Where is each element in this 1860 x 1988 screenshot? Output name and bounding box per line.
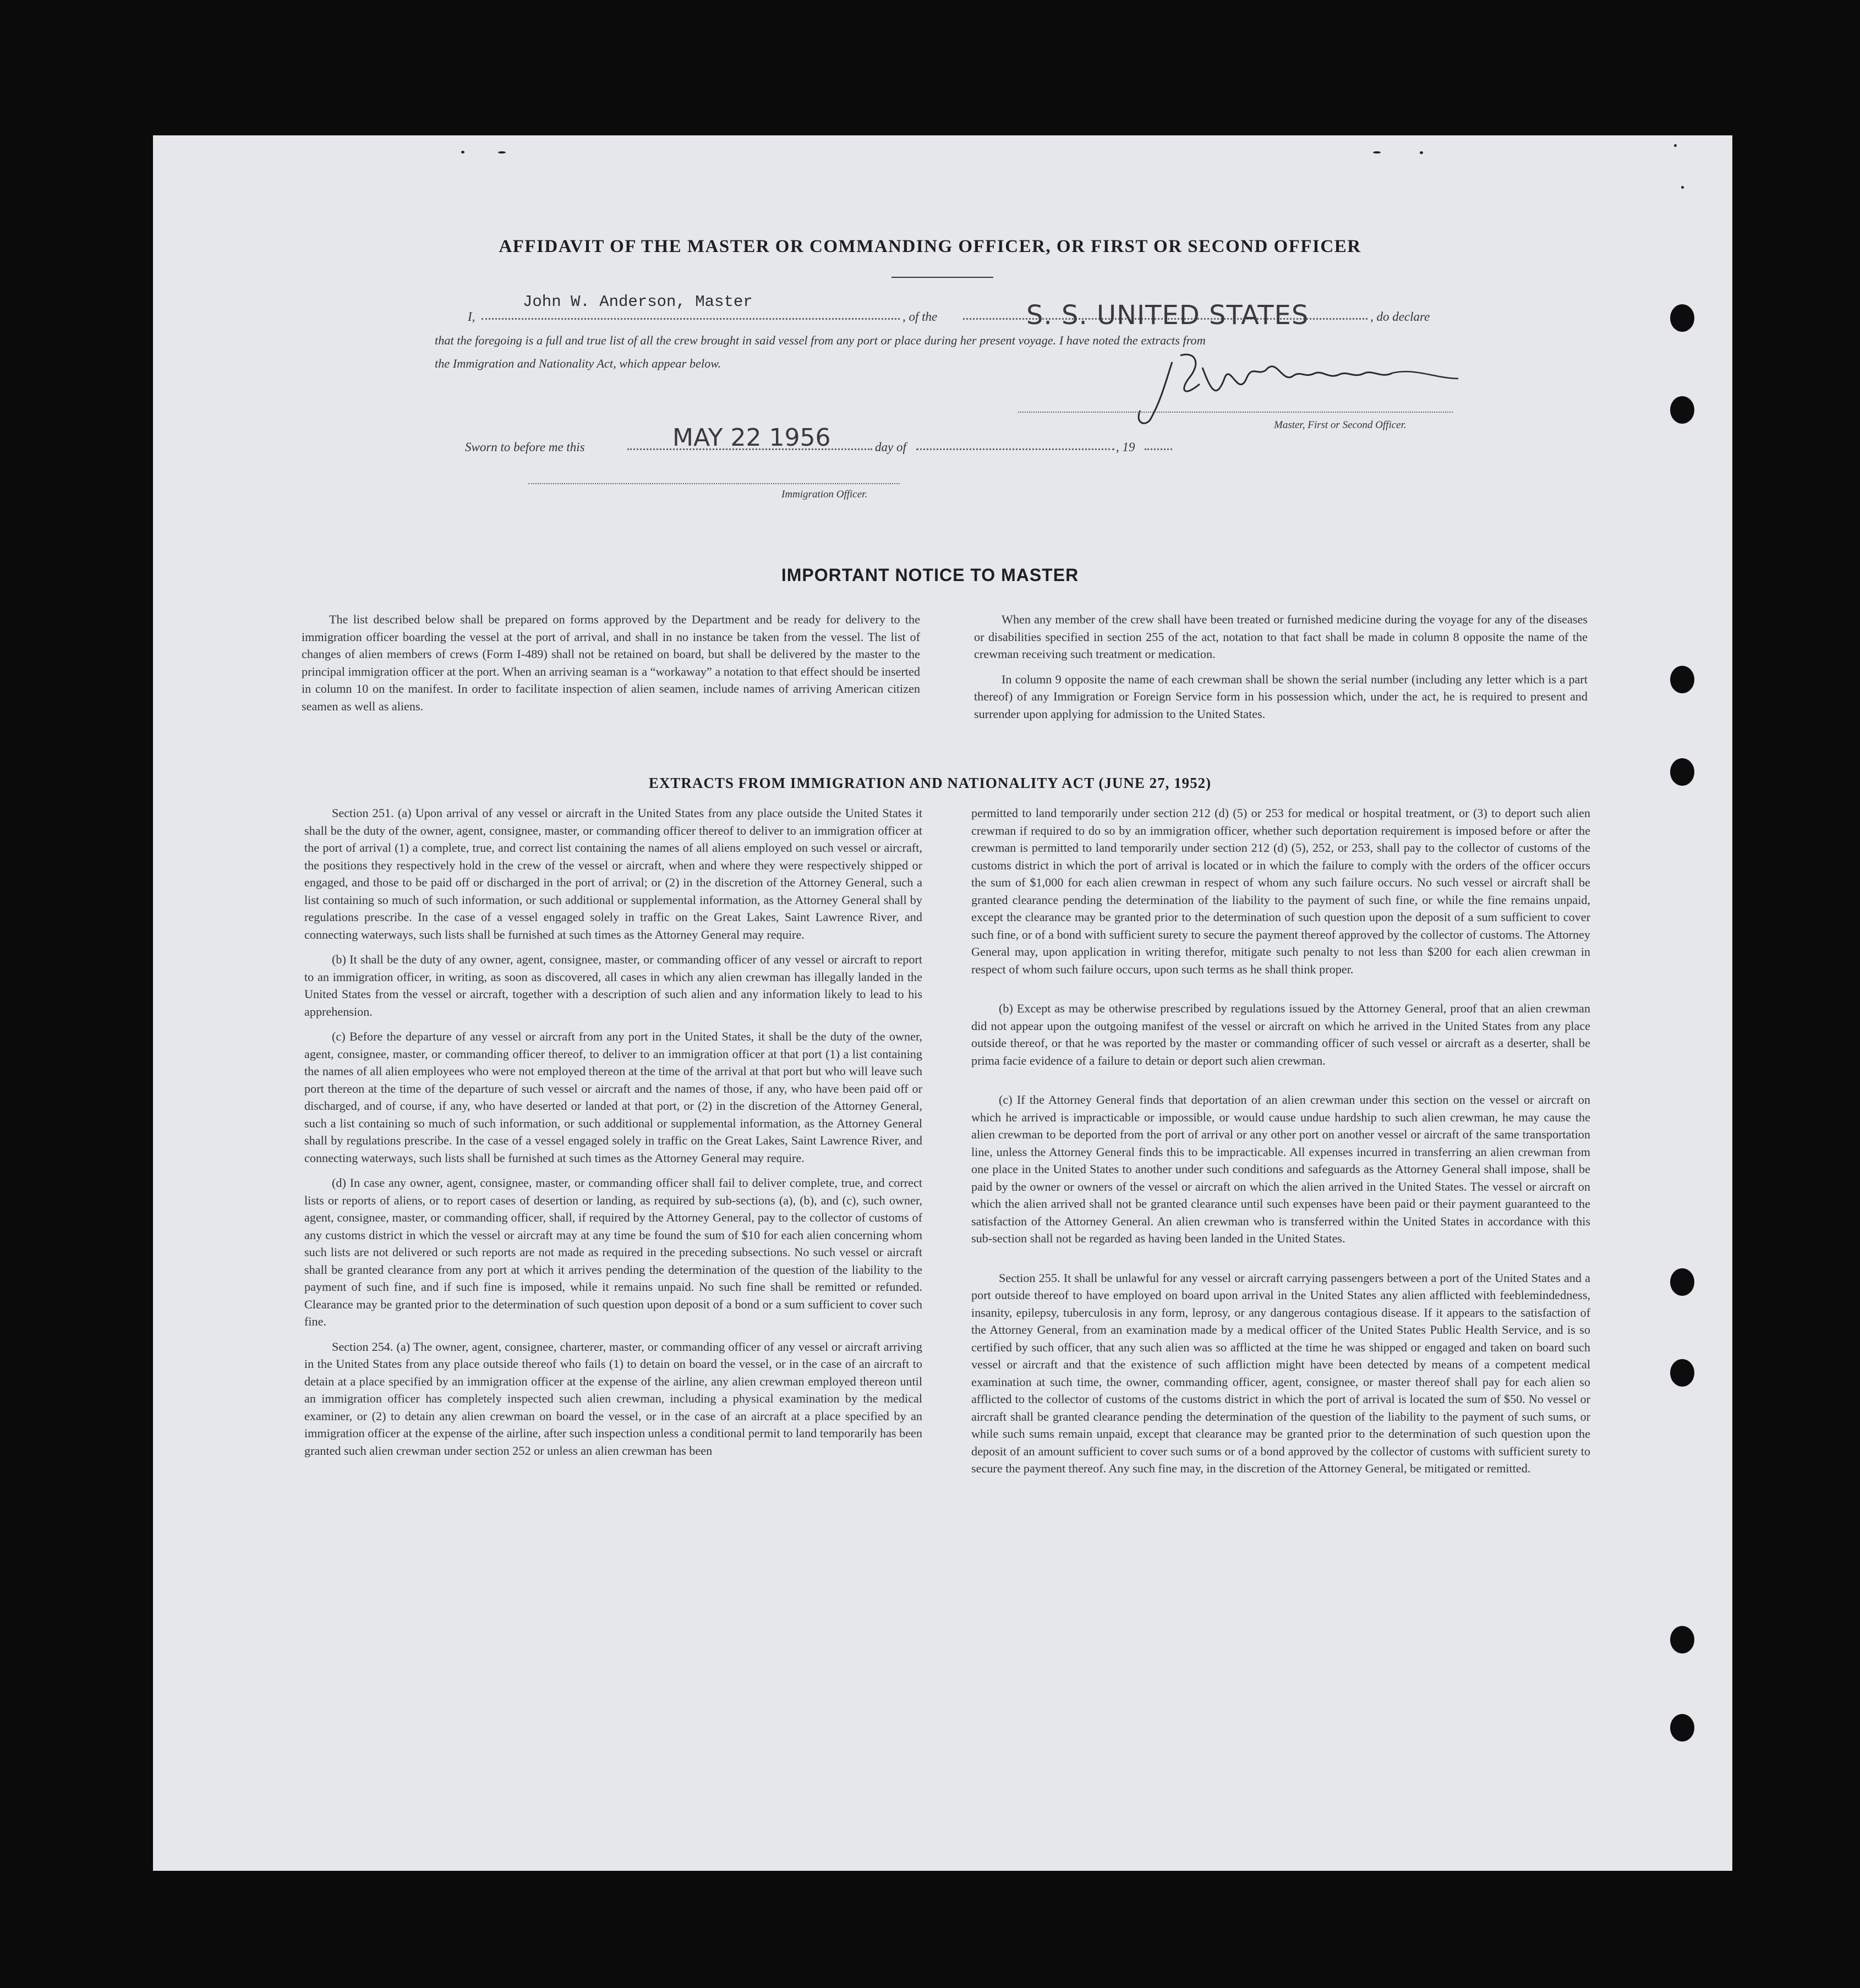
- year-prefix: , 19: [1116, 440, 1135, 454]
- declaration-line-1: that the foregoing is a full and true list of all the crew brought in said vessel from any port or place during her present voyage. I have noted the extracts from: [435, 333, 1206, 347]
- year-line: [1145, 448, 1172, 450]
- section-paragraph: (b) It shall be the duty of any owner, agent, consignee, master, or commanding officer of any vessel or aircraft to report to an immigration officer, in writing, as soon as discovered, all cases in which any alien crewman has illegally landed in the United States from the vessel or aircraft, together with a description of such alien and any information likely to lead to his apprehension.: [304, 952, 922, 1018]
- notice-paragraph: When any member of the crew shall have been treated or furnished medicine during the voyage for any of the diseases or disabilities specified in section 255 of the act, notation to that fact shall be made in column 8 opposite the name of the crewman receiving such treatment or medication.: [974, 612, 1588, 661]
- master-name: John W. Anderson, Master: [523, 293, 753, 311]
- sworn-label: Sworn to before me this: [465, 440, 585, 454]
- declaration-line-2: the Immigration and Nationality Act, which appear below.: [435, 357, 721, 370]
- notice-title: IMPORTANT NOTICE TO MASTER: [781, 565, 1079, 585]
- section-paragraph: permitted to land temporarily under section 212 (d) (5) or 253 for medical or hospital treatment, or (3) to deport such alien crewman if required to do so by an immigration officer, whether such deportation requirement is imposed before or after the crewman is permitted to land temporarily under section 212 (d) (5), 252, or 253, shall pay to the collector of customs of the customs district in which the port of arrival is located or in which the failure to comply with the orders of the officer occurs the sum of $1,000 for each alien crewman in respect of whom any such failure occurs. No such vessel or aircraft shall be granted clearance pending the determination of the liability to the payment of such fine, or while the fine remains unpaid, except the clearance may be granted prior to the determination of such question upon the deposit of a sum sufficient to cover such fine, or of a bond with sufficient surety to secure the payment thereof approved by the collector of customs. The Attorney General may, upon application in writing therefor, mitigate such penalty to not less than $200 for each alien crewman in respect of whom such failure occurs, upon such terms as he shall think proper.: [971, 806, 1590, 976]
- officer-caption: Master, First or Second Officer.: [1274, 419, 1407, 431]
- master-name-line: [482, 318, 900, 320]
- notice-left-column: [302, 611, 920, 722]
- scan-speck: [1674, 144, 1677, 147]
- affidavit-title: AFFIDAVIT OF THE MASTER OR COMMANDING OFFICER, OR FIRST OR SECOND OFFICER: [499, 237, 1361, 256]
- punch-hole: [1670, 666, 1694, 693]
- do-declare-label: , do declare: [1370, 310, 1430, 324]
- punch-hole: [1670, 1359, 1694, 1387]
- sworn-date-stamp: MAY 22 1956: [672, 424, 831, 452]
- section-paragraph: Section 251. (a) Upon arrival of any vessel or aircraft in the United States from any place outside the United States it shall be the duty of the owner, agent, consignee, master, or commanding officer thereof to deliver to an immigration officer at the port of arrival (1) a complete, true, and correct list containing the names of all aliens employed on such vessel or aircraft, the positions they respectively hold in the crew of the vessel or aircraft, when and where they were respectively shipped or engaged, and those to be paid off or discharged in the port of arrival; or (2) in the discretion of the Attorney General, such a list containing so much of such information, or such additional or supplemental information, as the Attorney General shall by regulations prescribe. In the case of a vessel engaged solely in traffic on the Great Lakes, Saint Lawrence River, and connecting waterways, such lists shall be furnished at such times as the Attorney General may require.: [304, 806, 922, 941]
- month-line: [916, 448, 1114, 450]
- scan-speck: [498, 151, 506, 154]
- punch-hole: [1670, 1714, 1694, 1741]
- scan-speck: [1681, 186, 1684, 189]
- punch-hole: [1670, 1626, 1694, 1653]
- section-paragraph: Section 255. It shall be unlawful for any vessel or aircraft carrying passengers between a port of the United States and a port outside thereof to have employed on board upon arrival in the United States any alien afflicted with feeblemindedness, insanity, epilepsy, tuberculosis in any form, leprosy, or any dangerous contagious disease. If it appears to the satisfaction of the Attorney General, from an examination made by a medical officer of the United States Public Health Service, and is so certified by such officer, that any such alien was so afflicted at the time he was shipped or engaged and taken on board such vessel or aircraft and that the existence of such affliction might have been detected by means of a competent medical examination at such time, the owner, commanding officer, agent, consignee, or master thereof shall pay for each alien so afflicted to the collector of customs of the customs district in which the port of arrival is located the sum of $50. No vessel or aircraft shall be granted clearance pending the determination of the question of the liability to the payment of such sums, or while such sums remain unpaid, except that clearance may be granted prior to the determination of such question upon the deposit of an amount sufficient to cover such sums or of a bond approved by the collector of customs with sufficient surety to secure the payment thereof. Any such fine may, in the discretion of the Attorney General, be mitigated or remitted.: [971, 1270, 1590, 1475]
- scan-speck: [1373, 151, 1381, 154]
- title-divider: [891, 277, 993, 278]
- of-the-label: , of the: [902, 310, 938, 324]
- vessel-name-stamp: S. S. UNITED STATES: [1026, 300, 1309, 331]
- signature-line: [1018, 412, 1453, 413]
- section-paragraph: (b) Except as may be otherwise prescribed by regulations issued by the Attorney General, proof that an alien crewman did not appear upon the outgoing manifest of the vessel or aircraft on which he arrived in the United States from any place outside thereof, or that he was reported by the master or commanding officer of such vessel or aircraft as a deserter, shall be prima facie evidence of a failure to detain or deport such alien crewman.: [971, 1001, 1590, 1067]
- scan-speck: [1420, 151, 1423, 154]
- section-paragraph: Section 254. (a) The owner, agent, consignee, charterer, master, or commanding officer of any vessel or aircraft arriving in the United States from any place outside thereof who fails (1) to detain on board the vessel, or in the case of an aircraft to detain at a place specified by an immigration officer at the expense of the airline, any alien crewman employed thereon until an immigration officer has completely inspected such alien crewman, including a physical examination by the medical examiner, or (2) to detain any alien crewman on board the vessel, or in the case of an aircraft at a place specified by an immigration officer at the expense of the airline, after such inspection unless a conditional permit to land temporarily has been granted such alien crewman under section 252 or unless an alien crewman has been: [304, 1339, 922, 1458]
- day-of-label: day of: [875, 440, 906, 454]
- punch-hole: [1670, 1268, 1694, 1296]
- notice-paragraph: In column 9 opposite the name of each crewman shall be shown the serial number (including any letter which is a part thereof) of any Immigration or Foreign Service form in his possession which, under the act, he is required to present and surrender upon applying for admission to the United States.: [974, 672, 1588, 721]
- master-signature: [1128, 346, 1469, 428]
- i-label: I,: [468, 310, 475, 324]
- extracts-title: EXTRACTS FROM IMMIGRATION AND NATIONALITY ACT (JUNE 27, 1952): [648, 775, 1212, 791]
- section-paragraph: (d) In case any owner, agent, consignee, master, or commanding officer shall fail to deliver complete, true, and correct lists or reports of aliens, or to report cases of desertion or landing, as required by sub-sections (a), (b), and (c), such owner, agent, consignee, master, or commanding officer, shall, if required by the Attorney General, pay to the collector of customs of any customs district in which the vessel or aircraft may at any time be found the sum of $10 for each alien concerning whom such lists are not delivered or such reports are not made as required in the preceding subsections. No such vessel or aircraft shall be granted clearance from any port at which it arrives pending the determination of the question of the liability to the payment of such fine, and if such fine is imposed, while it remains unpaid. No such fine shall be remitted or refunded. Clearance may be granted prior to the determination of such question upon deposit of a bond or a sum sufficient to cover such fine.: [304, 1176, 922, 1328]
- immigration-officer-line: [528, 483, 900, 484]
- notice-right-column: [974, 611, 1588, 730]
- extracts-left-column: [304, 804, 922, 1467]
- section-paragraph: (c) If the Attorney General finds that deportation of an alien crewman under this section on the vessel or aircraft on which he arrived is impracticable or impossible, or would cause undue hardship to such alien crewman, he may cause the alien crewman to be deported from the port of arrival or any other port on another vessel or aircraft of the same transportation line, unless the Attorney General finds this to be impracticable. All expenses incurred in transferring an alien crewman from one place in the United States to another under such conditions and safeguards as the Attorney General shall impose, shall be paid by the owner or owners of the vessel or aircraft on which the alien arrived in the United States. The vessel or aircraft on which the alien arrived shall not be granted clearance until such expenses have been paid or their payment guaranteed to the satisfaction of the Attorney General. An alien crewman who is transferred within the United States in accordance with this sub-section shall not be regarded as having been landed in the United States.: [971, 1093, 1590, 1245]
- notice-paragraph: The list described below shall be prepared on forms approved by the Department and be ready for delivery to the immigration officer boarding the vessel at the port of arrival, and shall in no instance be taken from the vessel. The list of changes of alien members of crews (Form I-489) shall not be retained on board, but shall be delivered by the master to the principal immigration officer at the port. When an arriving seaman is a “workaway” a notation to that effect should be inserted in column 10 on the manifest. In order to facilitate inspection of alien seamen, include names of arriving American citizen seamen as well as aliens.: [302, 612, 920, 713]
- immigration-officer-caption: Immigration Officer.: [781, 489, 868, 500]
- extracts-right-column: [971, 804, 1590, 1485]
- scan-speck: [461, 151, 464, 154]
- punch-hole: [1670, 304, 1694, 332]
- section-paragraph: (c) Before the departure of any vessel or aircraft from any port in the United States, it shall be the duty of the owner, agent, consignee, master, or commanding officer thereof, to deliver to an immigration officer at that port (1) a list containing the names of all alien employees who were not employed thereon at the time of the arrival at that port but who will leave such port thereon at the time of the departure of such vessel or aircraft and the names of those, if any, who have been paid off or discharged, and of course, if any, who have deserted or landed at that port, or (2) in the discretion of the Attorney General, such a list containing so much of such information, or such additional or supplemental information, as the Attorney General shall by regulations prescribe. In the case of a vessel engaged solely in traffic on the Great Lakes, Saint Lawrence River, and connecting waterways, such lists shall be furnished at such times as the Attorney General may require.: [304, 1029, 922, 1165]
- punch-hole: [1670, 396, 1694, 424]
